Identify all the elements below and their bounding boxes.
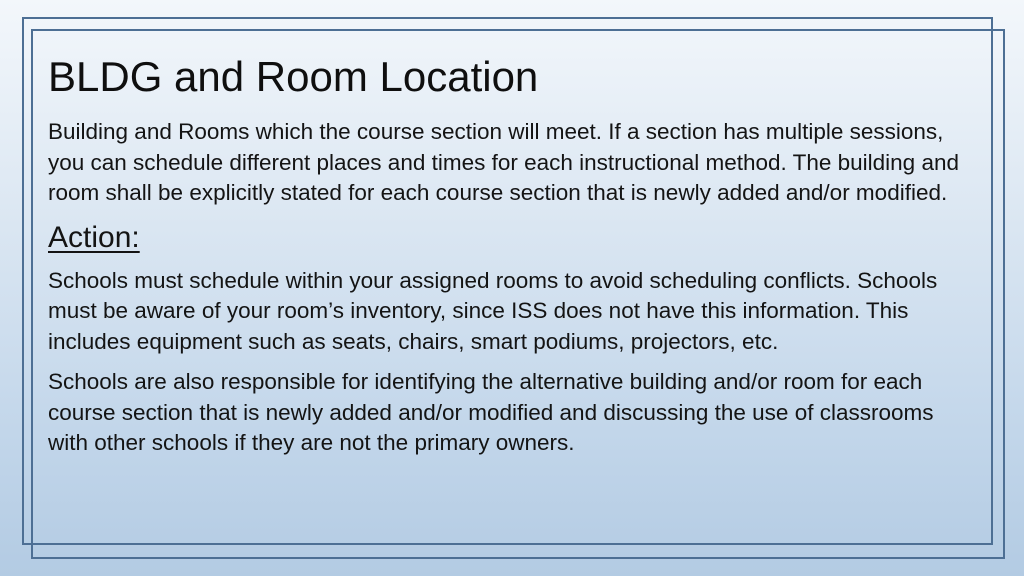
action-paragraph-1: Schools must schedule within your assigned rooms to avoid scheduling conflicts. Schools must be aware of your room’s inventory, since ISS does not have this information. This includes equipment such as seats, chairs, smart podiums, projectors, etc.: [48, 267, 938, 354]
slide-content: [48, 52, 978, 459]
action-heading: Action:: [48, 220, 140, 254]
intro-paragraph: Building and Rooms which the course section will meet. If a section has multiple sessions, you can schedule different places and times for each instructional method. The building and room shall be explicitly stated for each course section that is newly added and/or modified.: [48, 119, 959, 205]
slide-title: BLDG and Room Location: [48, 53, 539, 100]
action-paragraph-2: Schools are also responsible for identifying the alternative building and/or room for each course section that is newly added and/or modified and discussing the use of classrooms with other schools if they are not the primary owners.: [48, 369, 934, 455]
